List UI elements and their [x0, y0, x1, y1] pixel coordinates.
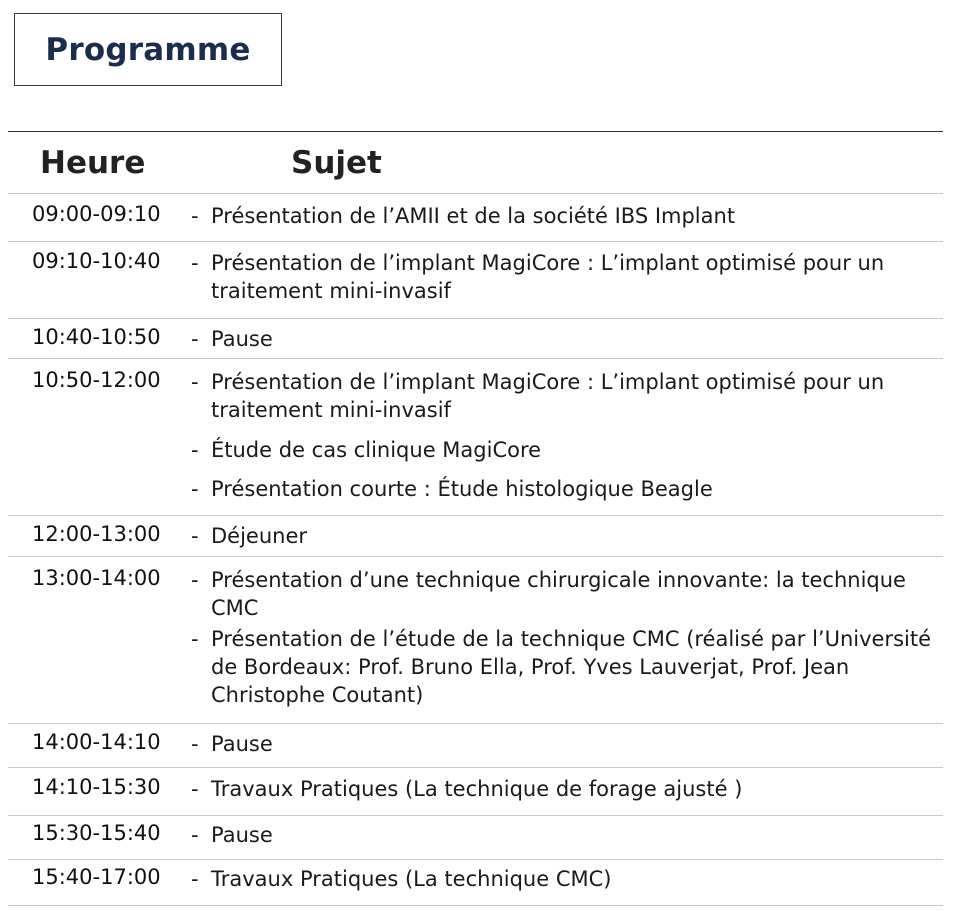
schedule-table	[8, 131, 943, 906]
table-row	[8, 319, 943, 359]
list-item	[191, 865, 943, 893]
list-item	[191, 325, 943, 353]
row-items	[191, 202, 943, 241]
table-header	[8, 132, 943, 194]
table-body	[8, 194, 943, 906]
row-time: 10:50-12:00	[32, 368, 161, 392]
row-items	[191, 865, 943, 905]
list-item	[191, 625, 943, 709]
item-text: Présentation de l’implant MagiCore : L’implant optimisé pour un traitement mini-invasif	[211, 370, 885, 422]
list-item	[191, 202, 943, 230]
item-text: Présentation de l’AMII et de la société IBS Implant	[211, 204, 736, 228]
bullet-dash: -	[191, 477, 199, 501]
bullet-dash: -	[191, 251, 199, 275]
list-item	[191, 821, 943, 849]
bullet-dash: -	[191, 524, 199, 548]
item-text: Pause	[211, 732, 273, 756]
bullet-dash: -	[191, 370, 199, 394]
bullet-dash: -	[191, 867, 199, 891]
row-items	[191, 249, 943, 318]
list-item	[191, 522, 943, 550]
page-title: Programme	[45, 31, 251, 68]
bullet-dash: -	[191, 327, 199, 351]
item-text: Étude de cas clinique MagiCore	[211, 438, 542, 462]
row-items	[191, 522, 943, 556]
bullet-dash: -	[191, 823, 199, 847]
list-item	[191, 249, 943, 305]
table-row	[8, 816, 943, 860]
bullet-dash: -	[191, 777, 199, 801]
row-time: 15:30-15:40	[32, 821, 161, 845]
table-row	[8, 557, 943, 724]
header-time: Heure	[40, 144, 146, 181]
list-item	[191, 775, 943, 803]
header-subject: Sujet	[291, 144, 382, 181]
item-text: Présentation courte : Étude histologique Beagle	[211, 477, 713, 501]
item-text: Pause	[211, 823, 273, 847]
bullet-dash: -	[191, 204, 199, 228]
row-time: 14:10-15:30	[32, 775, 161, 799]
list-item	[191, 566, 943, 622]
bullet-dash: -	[191, 732, 199, 756]
row-items	[191, 566, 943, 723]
table-row	[8, 516, 943, 557]
item-text: Présentation de l’implant MagiCore : L’implant optimisé pour un traitement mini-invasif	[211, 251, 885, 303]
list-item	[191, 368, 943, 424]
row-time: 15:40-17:00	[32, 865, 161, 889]
row-items	[191, 821, 943, 859]
bullet-dash: -	[191, 438, 199, 462]
item-text: Travaux Pratiques (La technique CMC)	[211, 867, 612, 891]
table-row	[8, 359, 943, 516]
table-row	[8, 242, 943, 319]
table-row	[8, 860, 943, 906]
row-items	[191, 775, 943, 815]
item-text: Déjeuner	[211, 524, 308, 548]
item-text: Pause	[211, 327, 273, 351]
row-time: 14:00-14:10	[32, 730, 161, 754]
row-items	[191, 730, 943, 767]
bullet-dash: -	[191, 568, 199, 592]
bullet-dash: -	[191, 627, 199, 651]
list-item	[191, 475, 943, 503]
row-time: 09:10-10:40	[32, 249, 161, 273]
list-item	[191, 436, 943, 464]
item-text: Présentation de l’étude de la technique CMC (réalisé par l’Université de Bordeaux: Prof. Bruno Ella, Prof. Yves Lauverjat, Prof. Jean Christophe Coutant)	[211, 627, 931, 707]
item-text: Travaux Pratiques (La technique de forage ajusté )	[211, 777, 743, 801]
list-item	[191, 730, 943, 758]
row-time: 12:00-13:00	[32, 522, 161, 546]
title-box	[14, 13, 282, 86]
table-row	[8, 194, 943, 242]
table-row	[8, 768, 943, 816]
row-items	[191, 368, 943, 515]
row-items	[191, 325, 943, 358]
table-row	[8, 724, 943, 768]
row-time: 09:00-09:10	[32, 202, 161, 226]
row-time: 10:40-10:50	[32, 325, 161, 349]
row-time: 13:00-14:00	[32, 566, 161, 590]
item-text: Présentation d’une technique chirurgicale innovante: la technique CMC	[211, 568, 906, 620]
